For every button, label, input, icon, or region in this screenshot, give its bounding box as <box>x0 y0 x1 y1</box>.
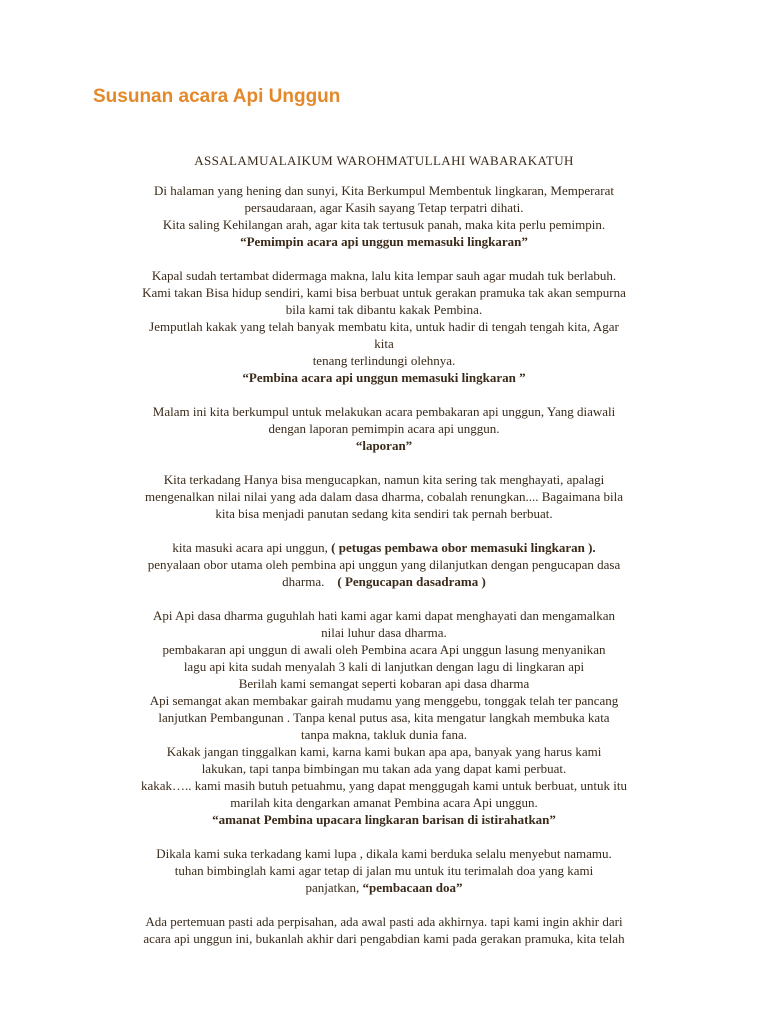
text-line: Di halaman yang hening dan sunyi, Kita Berkumpul Membentuk lingkaran, Memperarat <box>154 183 614 198</box>
text-line: kita <box>374 336 394 351</box>
document-title: Susunan acara Api Unggun <box>93 86 341 107</box>
text-line: lanjutkan Pembangunan . Tanpa kenal putus asa, kita mengatur langkah membuka kata <box>158 710 610 725</box>
text-line: Api semangat akan membakar gairah mudamu yang menggebu, tonggak telah ter pancang <box>149 693 619 708</box>
paragraph <box>80 845 688 896</box>
text-line: Ada pertemuan pasti ada perpisahan, ada awal pasti ada akhirnya. tapi kami ingin akhir dari <box>145 914 623 929</box>
stage-cue: “amanat Pembina upacara lingkaran barisan di istirahatkan” <box>212 812 556 827</box>
text-line: marilah kita dengarkan amanat Pembina acara Api unggun. <box>230 795 538 810</box>
greeting-heading: ASSALAMUALAIKUM WAROHMATULLAHI WABARAKATUH <box>194 153 574 168</box>
paragraph <box>80 607 688 828</box>
text-line: mengenalkan nilai nilai yang ada dalam dasa dharma, cobalah renungkan.... Bagaimana bila <box>145 489 623 504</box>
text-line: lagu api kita sudah menyalah 3 kali di lanjutkan dengan lagu di lingkaran api <box>183 659 585 674</box>
paragraph <box>80 182 688 250</box>
text-line: Kita saling Kehilangan arah, agar kita tak tertusuk panah, maka kita perlu pemimpin. <box>162 217 606 232</box>
text-line: kakak….. kami masih butuh petuahmu, yang dapat menggugah kami untuk berbuat, untuk itu <box>141 778 627 793</box>
text-line: Jemputlah kakak yang telah banyak membatu kita, untuk hadir di tengah tengah kita, Agar <box>149 319 619 334</box>
text-line: lakukan, tapi tanpa bimbingan mu takan ada yang dapat kami perbuat. <box>201 761 567 776</box>
paragraph <box>80 913 688 947</box>
text-line: tuhan bimbinglah kami agar tetap di jalan mu untuk itu terimalah doa yang kami <box>174 863 594 878</box>
text-line: dengan laporan pemimpin acara api unggun. <box>268 421 500 436</box>
text-line <box>80 879 688 896</box>
document-body <box>80 152 688 964</box>
stage-cue: “Pembina acara api unggun memasuki lingkaran ” <box>242 370 526 385</box>
text-line: Kita terkadang Hanya bisa mengucapkan, namun kita sering tak menghayati, apalagi <box>163 472 605 487</box>
stage-cue: “Pemimpin acara api unggun memasuki lingkaran” <box>240 234 528 249</box>
paragraph <box>80 471 688 522</box>
text-line: kita bisa menjadi panutan sedang kita sendiri tak pernah berbuat. <box>215 506 553 521</box>
text-line: Berilah kami semangat seperti kobaran api dasa dharma <box>238 676 530 691</box>
text-fragment: dharma. <box>282 574 325 589</box>
text-line: Kami takan Bisa hidup sendiri, kami bisa berbuat untuk gerakan pramuka tak akan sempurna <box>142 285 626 300</box>
paragraph <box>80 539 688 590</box>
text-line: bila kami tak dibantu kakak Pembina. <box>285 302 483 317</box>
paragraph <box>80 403 688 454</box>
text-line: tanpa makna, takluk dunia fana. <box>300 727 468 742</box>
text-line: nilai luhur dasa dharma. <box>321 625 447 640</box>
text-line: pembakaran api unggun di awali oleh Pembina acara Api unggun lasung menyanikan <box>162 642 606 657</box>
text-line: acara api unggun ini, bukanlah akhir dari pengabdian kami pada gerakan pramuka, kita telah <box>143 931 625 946</box>
text-line: penyalaan obor utama oleh pembina api unggun yang dilanjutkan dengan pengucapan dasa <box>147 557 621 572</box>
text-line: Malam ini kita berkumpul untuk melakukan acara pembakaran api unggun, Yang diawali <box>152 404 616 419</box>
stage-cue: “pembacaan doa” <box>362 880 463 895</box>
text-line: Dikala kami suka terkadang kami lupa , dikala kami berduka selalu menyebut namamu. <box>156 846 612 861</box>
stage-cue: ( petugas pembawa obor memasuki lingkaran ). <box>331 540 596 555</box>
text-fragment: panjatkan, <box>305 880 360 895</box>
text-line: Api Api dasa dharma guguhlah hati kami agar kami dapat menghayati dan mengamalkan <box>152 608 616 623</box>
stage-cue: ( Pengucapan dasadrama ) <box>337 574 486 589</box>
text-line: Kakak jangan tinggalkan kami, karna kami bukan apa apa, banyak yang harus kami <box>166 744 602 759</box>
paragraph <box>80 267 688 386</box>
stage-cue: “laporan” <box>355 438 413 453</box>
text-line <box>80 573 688 590</box>
text-line: tenang terlindungi olehnya. <box>312 353 456 368</box>
text-line: persaudaraan, agar Kasih sayang Tetap terpatri dihati. <box>244 200 524 215</box>
text-line <box>80 539 688 556</box>
text-fragment: kita masuki acara api unggun, <box>172 540 328 555</box>
text-line: Kapal sudah tertambat didermaga makna, lalu kita lempar sauh agar mudah tuk berlabuh. <box>151 268 617 283</box>
